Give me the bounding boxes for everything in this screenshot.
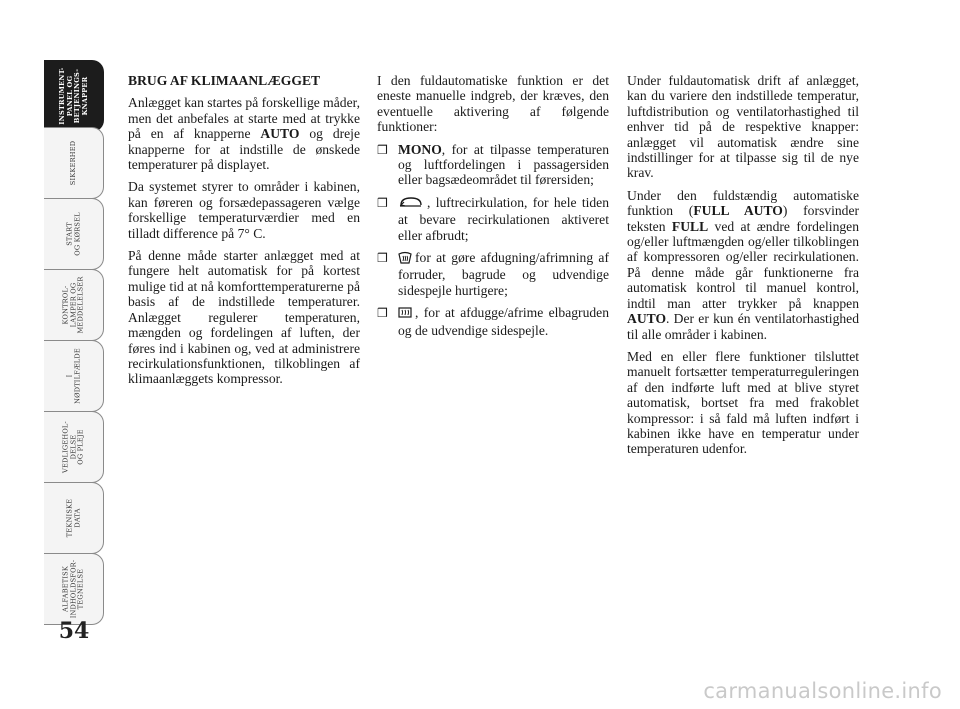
- full-term: FULL: [671, 218, 709, 234]
- tab-noedtilfaelde[interactable]: [44, 340, 104, 412]
- chapter-sidebar: [44, 0, 104, 709]
- column-1: [128, 73, 360, 394]
- text-run: og dreje knapperne for at indstille de ønskede temperaturer på displayet.: [128, 126, 360, 173]
- checkbox-bullet-icon: ❒: [377, 142, 388, 157]
- paragraph: Med en eller flere funktioner tilsluttet manuelt fortsætter temperaturreguleringen af den indførte luft med at blive styret automatisk, bortset fra med frakoblet kompressor: i så fald må luften indført i kabinen ikke have en temperatur under temperaturen udenfor.: [627, 348, 859, 457]
- column-3: [627, 73, 859, 464]
- text-run: , luftrecirkulation, for hele tiden at bevare recirkulationen aktiveret eller afbrudt;: [398, 194, 609, 243]
- tab-tekniske-data[interactable]: [44, 482, 104, 554]
- checkbox-bullet-icon: ❒: [377, 306, 388, 321]
- tab-label: SIKKERHED: [68, 140, 77, 186]
- text-run: ) forsvinder teksten: [627, 203, 860, 234]
- list-item: [377, 250, 609, 298]
- list-item: [377, 305, 609, 338]
- tab-sikkerhed[interactable]: [44, 127, 104, 199]
- text-run: , for at afdugge/afrime elbagruden og de udvendige sidespejle.: [398, 305, 609, 338]
- tab-label: KONTROL- LAMPER OG MEDDELELSER: [61, 276, 85, 334]
- paragraph: Da systemet styrer to områder i kabinen, kan føreren og forsædepassageren vælge forskellige temperaturværdier med en tilladt difference på 7° C.: [128, 179, 360, 241]
- text-run: . Der er kun én ventilatorhastighed til alle områder i kabinen.: [627, 311, 859, 342]
- recirculation-icon: [398, 196, 424, 212]
- tab-label: I NØDTILFÆLDE: [64, 348, 81, 404]
- mono-term: MONO: [398, 141, 442, 157]
- tab-label: ALFABETISK INDHOLDSFOR- TEGNELSE: [61, 559, 85, 619]
- paragraph: [128, 95, 360, 172]
- text-run: , for at tilpasse temperaturen og luftfordelingen i passagersiden eller bagsædeområdet til førersiden;: [398, 141, 609, 188]
- tab-instrumentpanel[interactable]: [44, 60, 104, 132]
- list-item: [377, 142, 609, 188]
- text-run: for at gøre afdugning/afrimning af forruder, bagrude og udvendige sidespejle hurtigere;: [398, 250, 609, 298]
- section-heading: BRUG AF KLIMAANLÆGGET: [128, 73, 321, 88]
- tab-label: START OG KØRSEL: [64, 212, 81, 256]
- paragraph: I den fuldautomatiske funktion er det eneste manuelle indgreb, der kræves, den eventuelle aktivering af følgende funktioner:: [377, 73, 609, 135]
- rear-window-defrost-icon: [398, 306, 412, 322]
- tab-label: INSTRUMENT- PANEL OG BETJENINGS- KNAPPER: [57, 67, 89, 125]
- paragraph: Under fuldautomatisk drift af anlægget, kan du variere den indstillede temperatur, luftdistribution og ventilatorhastighed til enhver tid på de respektive knapper: anlægget vil automatisk ændre sine indstillinger for at tilpasse sig til de nye krav.: [627, 73, 859, 181]
- text-run: ved at ændre fordelingen og/eller luftmængden og/eller tilkoblingen af kompressoren og/eller recirkulationen. På denne måde går funktionerne fra automatisk kontrol til manuel kontrol, indtil man atter trykker på knappen: [627, 218, 859, 311]
- text-run: Under den fuldstændig automatiske funktion (: [627, 187, 859, 219]
- tab-kontrollamper[interactable]: [44, 269, 104, 341]
- watermark: carmanualsonline.info: [703, 679, 942, 703]
- checkbox-bullet-icon: ❒: [377, 251, 388, 266]
- tab-label: VEDLIGEHOL- DELSE OG PLEJE: [61, 421, 85, 473]
- paragraph: På denne måde starter anlægget med at fungere helt automatisk for på kortest mulige tid at nå komforttemperaturerne på basis af de indstillede temperaturer. Anlægget regulerer temperaturen, mængden og fordelingen af luften, der føres ind i kabinen og, ved at administrere recirkulationsfunktionen, tilkoblingen af klimaanlæggets kompressor.: [128, 248, 360, 387]
- tab-alfabetisk-indhold[interactable]: [44, 553, 104, 625]
- page-number: 54: [58, 618, 90, 644]
- list-item: [377, 195, 609, 243]
- auto-term: AUTO: [627, 311, 667, 327]
- checkbox-bullet-icon: ❒: [377, 195, 388, 210]
- tab-vedligeholdelse[interactable]: [44, 411, 104, 483]
- tab-start-og-koersel[interactable]: [44, 198, 104, 270]
- column-2: [377, 73, 609, 345]
- paragraph: [627, 188, 859, 342]
- windscreen-defrost-icon: [398, 251, 412, 267]
- full-auto-term: FULL AUTO: [693, 203, 783, 219]
- text-run: Anlægget kan startes på forskellige måder, men det anbefales at starte med at trykke på en af knapperne: [128, 95, 360, 142]
- tab-label: TEKNISKE DATA: [64, 498, 81, 538]
- auto-term: AUTO: [260, 126, 300, 142]
